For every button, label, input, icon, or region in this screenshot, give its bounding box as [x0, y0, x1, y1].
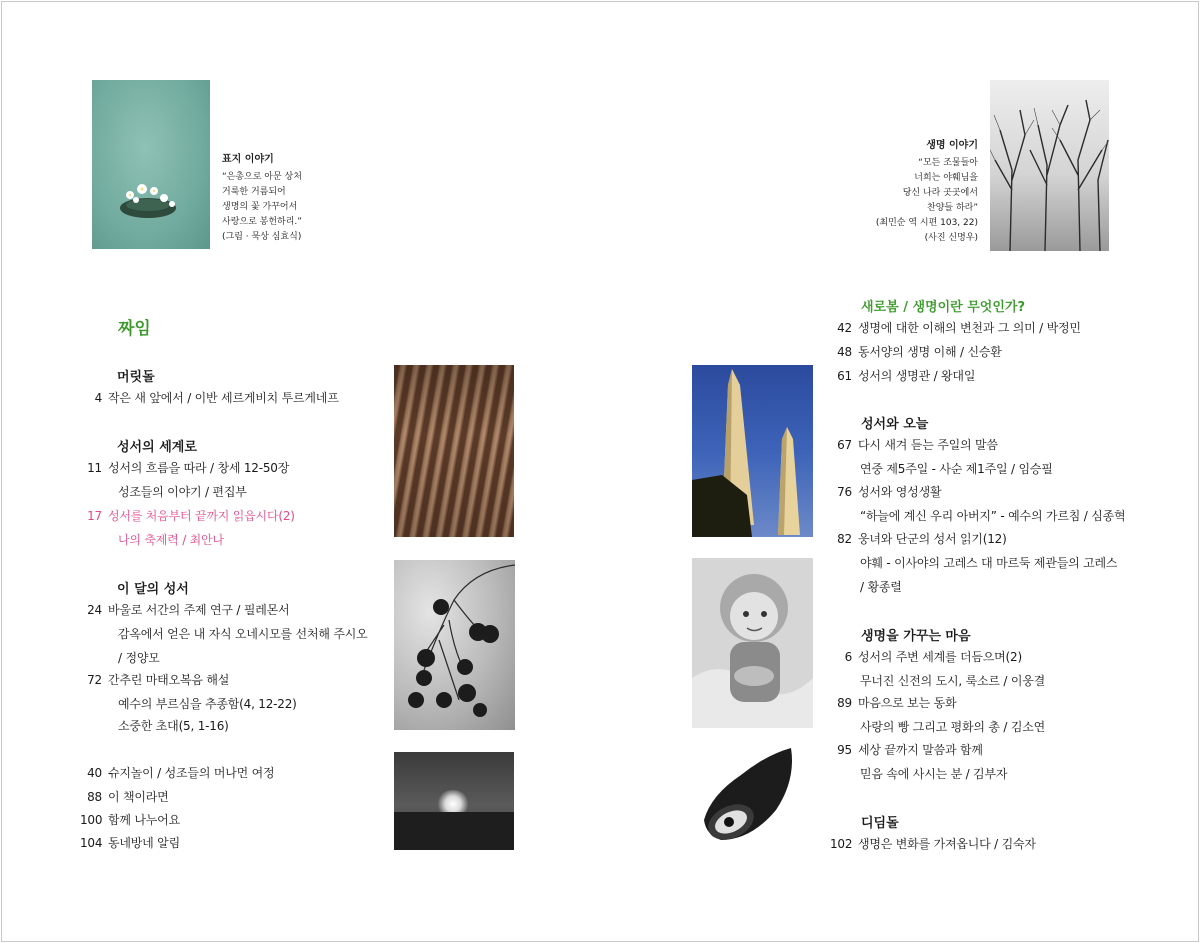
- berries-photo: [394, 560, 515, 730]
- page-number: 40: [87, 766, 102, 780]
- toc-entry-subline: 예수의 부르심을 추종함(4, 12-22): [118, 697, 297, 711]
- toc-entry[interactable]: [80, 460, 289, 476]
- flower-stone-illustration: [92, 80, 210, 249]
- toc-entry-subline: 감옥에서 얻은 내 자식 오네시모를 선처해 주시오: [118, 627, 368, 641]
- cover-caption-title: 표지 이야기: [222, 154, 274, 165]
- page-number: 102: [830, 837, 853, 851]
- page-number: 4: [94, 391, 102, 405]
- section-title: 생명을 가꾸는 마음: [861, 629, 971, 644]
- toc-entry-subline: 야훼 - 이사야의 고레스 대 마르둑 제관들의 고레스: [860, 556, 1118, 570]
- entry-title: 마음으로 보는 동화: [858, 696, 957, 710]
- entry-title: 바울로 서간의 주제 연구 / 필레몬서: [108, 603, 290, 617]
- page-number: 11: [87, 461, 102, 475]
- toc-entry[interactable]: [80, 508, 295, 524]
- toc-entry[interactable]: [80, 835, 180, 851]
- field-furrows-photo: [394, 365, 514, 537]
- toc-entry[interactable]: [80, 789, 169, 805]
- cover-caption-line: (그림 · 묵상 심효식): [222, 232, 302, 242]
- entry-title: 생명은 변화를 가져옵니다 / 김숙자: [858, 837, 1036, 851]
- bell-drawing: [696, 740, 806, 850]
- toc-entry-subline: / 정양모: [118, 651, 160, 665]
- life-caption-line: (사진 신명우): [924, 233, 978, 243]
- page-number: 95: [837, 743, 852, 757]
- toc-entry-subline: 사랑의 빵 그리고 평화의 총 / 김소연: [860, 720, 1046, 734]
- cover-image: [92, 80, 210, 249]
- life-caption-line: (최민순 역 시편 103, 22): [875, 218, 978, 228]
- page-number: 104: [80, 836, 103, 850]
- page-number: 24: [87, 603, 102, 617]
- life-caption-line: “모든 조물들아: [918, 158, 978, 168]
- entry-title: 동서양의 생명 이해 / 신승환: [858, 345, 1002, 359]
- page-number: 61: [837, 369, 852, 383]
- life-caption-line: 너희는 야훼님을: [914, 173, 978, 183]
- child-illustration: [692, 558, 813, 728]
- obelisk-photo: [692, 365, 813, 537]
- toc-entry[interactable]: [830, 320, 1081, 336]
- toc-entry[interactable]: [830, 649, 1022, 665]
- toc-entry[interactable]: [80, 390, 339, 406]
- entry-title: 함께 나누어요: [108, 813, 180, 827]
- toc-entry-subline: “하늘에 계신 우리 아버지” - 예수의 가르침 / 심종혁: [860, 509, 1126, 523]
- page-number: 17: [87, 509, 102, 523]
- toc-entry[interactable]: [830, 484, 941, 500]
- life-caption: [876, 138, 978, 246]
- entry-title: 간추린 마태오복음 해설: [108, 673, 230, 687]
- section-title: 새로봄 / 생명이란 무엇인가?: [861, 300, 1026, 315]
- page-number: 89: [837, 696, 852, 710]
- entry-title: 웅녀와 단군의 성서 읽기(12): [858, 532, 1007, 546]
- toc-entry[interactable]: [830, 344, 1002, 360]
- page-number: 76: [837, 485, 852, 499]
- entry-title: 성서의 주변 세계를 더듬으며(2): [858, 650, 1022, 664]
- bare-trees-illustration: [990, 80, 1109, 251]
- life-caption-line: 당신 나라 곳곳에서: [902, 188, 978, 198]
- section-title: 머릿돌: [117, 370, 155, 385]
- toc-entry[interactable]: [80, 765, 274, 781]
- obelisks-illustration: [692, 365, 813, 537]
- page-number: 42: [837, 321, 852, 335]
- toc-entry[interactable]: [80, 672, 229, 688]
- section-title: 성서와 오늘: [861, 417, 929, 432]
- child-drawing: [692, 558, 813, 728]
- page-number: 82: [837, 532, 852, 546]
- toc-entry-subline: 소중한 초대(5, 1-16): [118, 719, 229, 733]
- entry-title: 생명에 대한 이해의 변천과 그 의미 / 박정민: [858, 321, 1081, 335]
- entry-title: 이 책이라면: [108, 790, 169, 804]
- page-number: 100: [80, 813, 103, 827]
- toc-entry-subline: 나의 축제력 / 최안나: [118, 533, 224, 547]
- bell-illustration: [696, 740, 806, 850]
- toc-entry-subline: / 황종렬: [860, 580, 902, 594]
- entry-title: 다시 새겨 듣는 주일의 말씀: [858, 438, 998, 452]
- life-caption-line: 찬양들 하라”: [927, 203, 978, 213]
- toc-entry[interactable]: [830, 695, 956, 711]
- entry-title: 세상 끝까지 말씀과 함께: [858, 743, 983, 757]
- toc-entry[interactable]: [80, 812, 180, 828]
- page-number: 72: [87, 673, 102, 687]
- tree-photo: [990, 80, 1109, 251]
- entry-title: 성서와 영성생활: [858, 485, 942, 499]
- cover-caption: [222, 152, 302, 245]
- section-title: 디딤돌: [861, 816, 899, 831]
- toc-entry-subline: 믿음 속에 사시는 분 / 김부자: [860, 767, 1008, 781]
- cover-caption-line: 거룩한 거름되어: [222, 187, 286, 197]
- toc-heading: 짜임: [118, 319, 151, 339]
- life-caption-title: 생명 이야기: [926, 140, 978, 151]
- page-number: 88: [87, 790, 102, 804]
- toc-entry-subline: 성조들의 이야기 / 편집부: [118, 485, 247, 499]
- toc-entry-subline: 연중 제5주일 - 사순 제1주일 / 임승필: [860, 462, 1053, 476]
- page-number: 67: [837, 438, 852, 452]
- sunset-photo: [394, 752, 514, 850]
- berries-illustration: [394, 560, 515, 730]
- toc-entry[interactable]: [80, 602, 289, 618]
- entry-title: 성서를 처음부터 끝까지 읽읍시다(2): [108, 509, 295, 523]
- section-title: 이 달의 성서: [117, 582, 189, 597]
- toc-entry[interactable]: [830, 742, 983, 758]
- entry-title: 작은 새 앞에서 / 이반 세르게비치 투르게네프: [108, 391, 339, 405]
- cover-caption-line: 생명의 꽃 가꾸어서: [222, 202, 298, 212]
- toc-entry[interactable]: [830, 531, 1007, 547]
- entry-title: 성서의 흐름을 따라 / 창세 12-50장: [108, 461, 290, 475]
- page-number: 6: [844, 650, 852, 664]
- entry-title: 성서의 생명관 / 왕대일: [858, 369, 976, 383]
- toc-entry[interactable]: [830, 437, 998, 453]
- toc-entry[interactable]: [830, 836, 1036, 852]
- entry-title: 동네방네 알림: [108, 836, 180, 850]
- page-number: 48: [837, 345, 852, 359]
- section-title: 성서의 세계로: [117, 440, 197, 455]
- entry-title: 슈지놀이 / 성조들의 머나먼 여정: [108, 766, 275, 780]
- toc-entry-subline: 무너진 신전의 도시, 룩소르 / 이웅결: [860, 674, 1046, 688]
- cover-caption-line: “은총으로 아문 상처: [222, 172, 302, 182]
- toc-entry[interactable]: [830, 368, 975, 384]
- cover-caption-line: 사랑으로 봉헌하리.”: [222, 217, 302, 227]
